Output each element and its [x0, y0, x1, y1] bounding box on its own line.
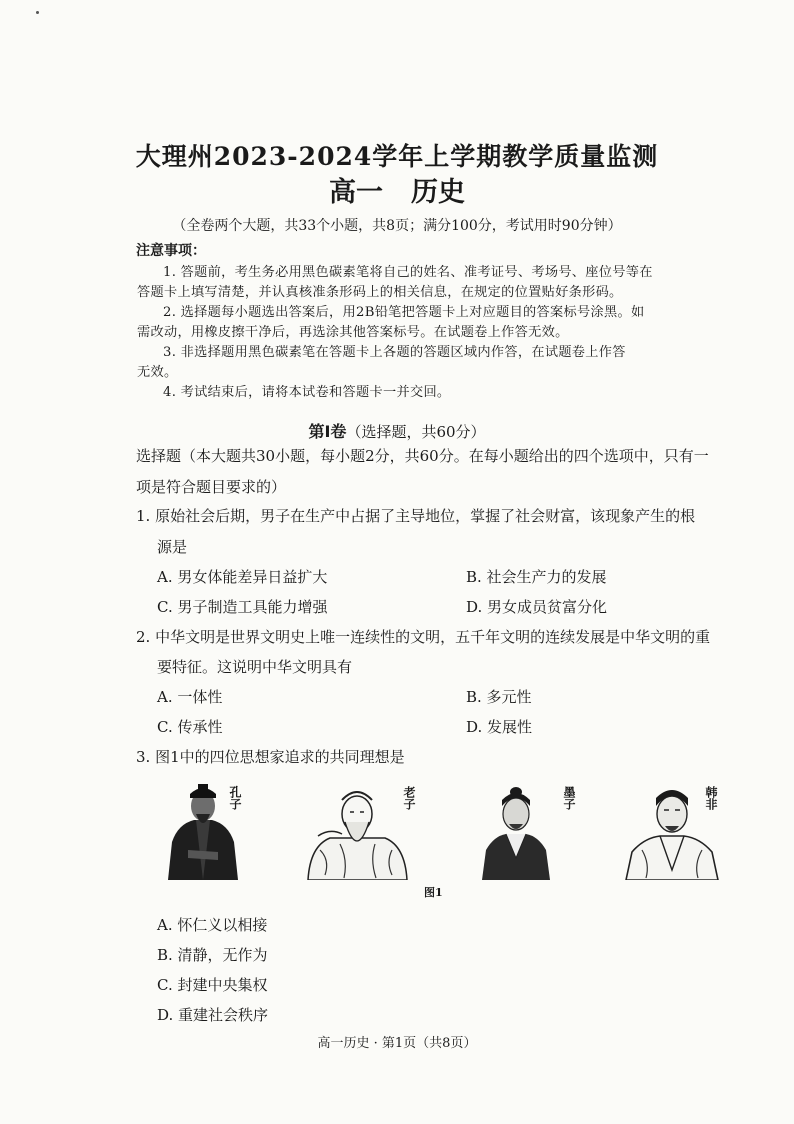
- subject-label: 历史: [411, 177, 465, 208]
- figure-caption: 图1: [424, 886, 443, 899]
- exam-title: 大理州2023-2024学年上学期教学质量监测: [135, 142, 659, 171]
- q1-option-a: A. 男女体能差异日益扩大: [157, 568, 328, 586]
- note-2-line-1: 2. 选择题每小题选出答案后，用2B铅笔把答题卡上对应题目的答案标号涂黑。如: [163, 305, 645, 320]
- q1-stem-line-1: 1. 原始社会后期，男子在生产中占据了主导地位，掌握了社会财富，该现象产生的根: [136, 507, 696, 525]
- instructions-line-2: 项是符合题目要求的）: [136, 478, 287, 496]
- note-1-line-2: 答题卡上填写清楚，并认真核准条形码上的相关信息，在规定的位置贴好条形码。: [137, 285, 623, 300]
- note-1-line-1: 1. 答题前，考生务必用黑色碳素笔将自己的姓名、准考证号、考场号、座位号等在: [163, 265, 653, 280]
- name-laozi: 老子: [402, 786, 416, 810]
- q2-option-c: C. 传承性: [157, 718, 223, 736]
- part1-title: 第Ⅰ卷: [308, 422, 347, 441]
- q3-option-b: B. 清静，无作为: [157, 946, 268, 964]
- instructions-line-1: 选择题（本大题共30小题，每小题2分，共60分。在每小题给出的四个选项中，只有一: [136, 447, 709, 465]
- page-footer: 高一历史 · 第1页（共8页）: [317, 1036, 477, 1051]
- q3-stem: 3. 图1中的四位思想家追求的共同理想是: [136, 748, 405, 766]
- q3-option-c: C. 封建中央集权: [157, 976, 268, 994]
- exam-info: （全卷两个大题，共33个小题，共8页；满分100分，考试用时90分钟）: [172, 218, 622, 234]
- q2-option-d: D. 发展性: [466, 718, 533, 736]
- q3-option-a: A. 怀仁义以相接: [157, 916, 268, 934]
- part1-note: （选择题，共60分）: [346, 423, 486, 441]
- q1-option-d: D. 男女成员贫富分化: [466, 598, 608, 616]
- laozi-portrait: [300, 780, 415, 880]
- name-confucius: 孔子: [228, 786, 242, 810]
- note-2-line-2: 需改动，用橡皮擦干净后，再选涂其他答案标号。在试题卷上作答无效。: [137, 325, 569, 340]
- note-3-line-2: 无效。: [137, 365, 178, 380]
- q1-option-c: C. 男子制造工具能力增强: [157, 598, 328, 616]
- note-4: 4. 考试结束后，请将本试卷和答题卡一并交回。: [163, 385, 451, 400]
- exam-subtitle: [0, 170, 794, 209]
- q2-stem-line-2: 要特征。这说明中华文明具有: [157, 658, 353, 676]
- name-mozi: 墨子: [562, 786, 576, 810]
- note-3-line-1: 3. 非选择题用黑色碳素笔在答题卡上各题的答题区域内作答，在试题卷上作答: [163, 345, 626, 360]
- notes-title: 注意事项：: [136, 243, 206, 259]
- q2-option-a: A. 一体性: [157, 688, 223, 706]
- mozi-portrait: [476, 780, 556, 880]
- part1-heading: [0, 419, 794, 442]
- q1-stem-line-2: 源是: [157, 538, 188, 556]
- q3-option-d: D. 重建社会秩序: [157, 1006, 269, 1024]
- name-hanfei: 韩非: [704, 786, 718, 810]
- q1-option-b: B. 社会生产力的发展: [466, 568, 607, 586]
- q2-option-b: B. 多元性: [466, 688, 532, 706]
- grade-label: 高一: [329, 177, 383, 208]
- q2-stem-line-1: 2. 中华文明是世界文明史上唯一连续性的文明，五千年文明的连续发展是中华文明的重: [136, 628, 711, 646]
- scan-speck: [36, 11, 39, 14]
